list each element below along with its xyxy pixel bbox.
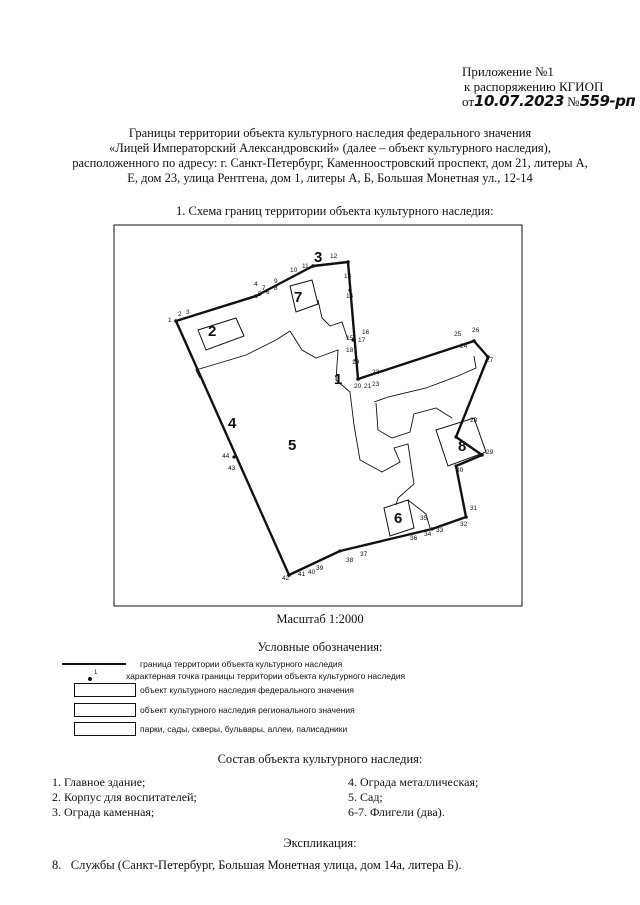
- scheme-heading: 1. Схема границ территории объекта культурного наследия:: [176, 204, 494, 218]
- handwritten-number: 559-рп: [579, 92, 636, 110]
- legend-regional-swatch: [74, 703, 136, 717]
- point-23: 23: [372, 381, 380, 388]
- legend-federal-swatch: [74, 683, 136, 697]
- point-31: 31: [470, 505, 478, 512]
- number-prefix: №: [567, 94, 580, 109]
- explication-heading: Экспликация:: [283, 836, 357, 850]
- legend-line-sample: [62, 663, 126, 665]
- point-32: 32: [460, 521, 468, 528]
- composition-item-6-7: 6-7. Флигели (два).: [348, 805, 445, 819]
- point-25: 25: [454, 331, 462, 338]
- point-12: 12: [330, 253, 338, 260]
- point-43: 43: [228, 465, 236, 472]
- legend-item-federal: объект культурного наследия федерального значения: [140, 685, 354, 695]
- point-24: 24: [460, 343, 468, 350]
- legend-heading: Условные обозначения:: [257, 640, 383, 654]
- composition-item-2: 2. Корпус для воспитателей;: [52, 790, 197, 804]
- point-4: 4: [254, 281, 258, 288]
- composition-heading: Состав объекта культурного наследия:: [217, 752, 423, 766]
- from-prefix: от: [462, 94, 475, 109]
- point-1: 1: [168, 317, 172, 324]
- title-line-2: «Лицей Императорский Александровский» (далее – объект культурного наследия),: [109, 141, 551, 155]
- composition-item-5: 5. Сад;: [348, 790, 383, 804]
- title-line-1: Границы территории объекта культурного наследия федерального значения: [128, 126, 532, 140]
- point-10: 10: [290, 267, 298, 274]
- point-19: 19: [352, 359, 360, 366]
- point-39: 39: [316, 565, 324, 572]
- legend-item-point: характерная точка границы территории объекта культурного наследия: [126, 671, 406, 681]
- title-line-3: расположенного по адресу: г. Санкт-Петербург, Каменноостровский проспект, дом 21, литеры А,: [72, 156, 588, 170]
- legend-dot-sample: [88, 677, 92, 681]
- area-label-4: 4: [228, 415, 237, 432]
- point-42: 42: [282, 575, 290, 582]
- point-36: 36: [410, 535, 418, 542]
- composition-item-4: 4. Ограда металлическая;: [348, 775, 479, 789]
- point-15: 15: [346, 335, 354, 342]
- area-label-7: 7: [294, 289, 303, 306]
- point-34: 34: [424, 531, 432, 538]
- building-2-outline: [198, 318, 244, 350]
- legend-dot-number: 1: [94, 670, 98, 676]
- point-22: 22: [372, 369, 380, 376]
- point-28: 28: [470, 417, 478, 424]
- point-44: 44: [222, 453, 230, 460]
- legend-item-parks: парки, сады, скверы, бульвары, аллеи, палисадники: [140, 724, 348, 734]
- appendix-label: Приложение №1: [462, 64, 554, 79]
- area-label-5: 5: [288, 437, 297, 454]
- point-35: 35: [420, 515, 428, 522]
- handwritten-date: 10.07.2023: [474, 92, 564, 110]
- point-29: 29: [486, 449, 494, 456]
- area-label-3: 3: [314, 249, 323, 266]
- east-wing-inner: [376, 403, 452, 438]
- area-label-2: 2: [208, 323, 217, 340]
- order-reference: к распоряжению КГИОП: [464, 79, 604, 94]
- area-label-1: 1: [334, 371, 343, 388]
- explication-item-number: 8.: [52, 858, 62, 872]
- legend-parks-swatch: [74, 722, 136, 736]
- composition-item-3: 3. Ограда каменная;: [52, 805, 155, 819]
- point-7: 7: [262, 285, 266, 292]
- main-building-north-wing: [318, 300, 348, 340]
- explication-item: [52, 858, 462, 873]
- point-20: 20: [354, 383, 362, 390]
- point-2: 2: [178, 311, 182, 318]
- point-6: 6: [266, 289, 270, 296]
- point-27: 27: [486, 357, 494, 364]
- explication-item-text: Службы (Санкт-Петербург, Большая Монетная улица, дом 14а, литера Б).: [70, 858, 462, 872]
- point-33: 33: [436, 527, 444, 534]
- point-3: 3: [186, 309, 190, 316]
- point-11: 11: [302, 263, 309, 270]
- scale-label: Масштаб 1:2000: [276, 612, 364, 626]
- map-frame: [114, 225, 522, 606]
- area-label-6: 6: [394, 510, 403, 527]
- point-38: 38: [346, 557, 354, 564]
- point-37: 37: [360, 551, 368, 558]
- east-wing-outline: [374, 356, 476, 402]
- point-26: 26: [472, 327, 480, 334]
- point-17: 17: [358, 337, 366, 344]
- point-30: 30: [456, 467, 464, 474]
- point-9: 9: [274, 278, 278, 285]
- composition-item-1: 1. Главное здание;: [52, 775, 146, 789]
- area-label-8: 8: [458, 438, 467, 455]
- legend-item-boundary: граница территории объекта культурного наследия: [140, 659, 343, 669]
- legend-item-regional: объект культурного наследия регионального значения: [140, 705, 355, 715]
- point-18: 18: [346, 347, 354, 354]
- point-40: 40: [308, 569, 316, 576]
- point-14: 14: [346, 293, 354, 300]
- point-41: 41: [298, 571, 306, 578]
- title-line-4: Е, дом 23, улица Рентгена, дом 1, литеры А, Б, Большая Монетная ул., 12-14: [127, 171, 533, 185]
- point-8: 8: [274, 285, 278, 292]
- composition-left-list: [52, 775, 197, 820]
- point-16: 16: [362, 329, 370, 336]
- composition-right-list: [348, 775, 478, 820]
- point-13: 13: [344, 273, 352, 280]
- point-5: 5: [258, 291, 262, 298]
- point-21: 21: [364, 383, 372, 390]
